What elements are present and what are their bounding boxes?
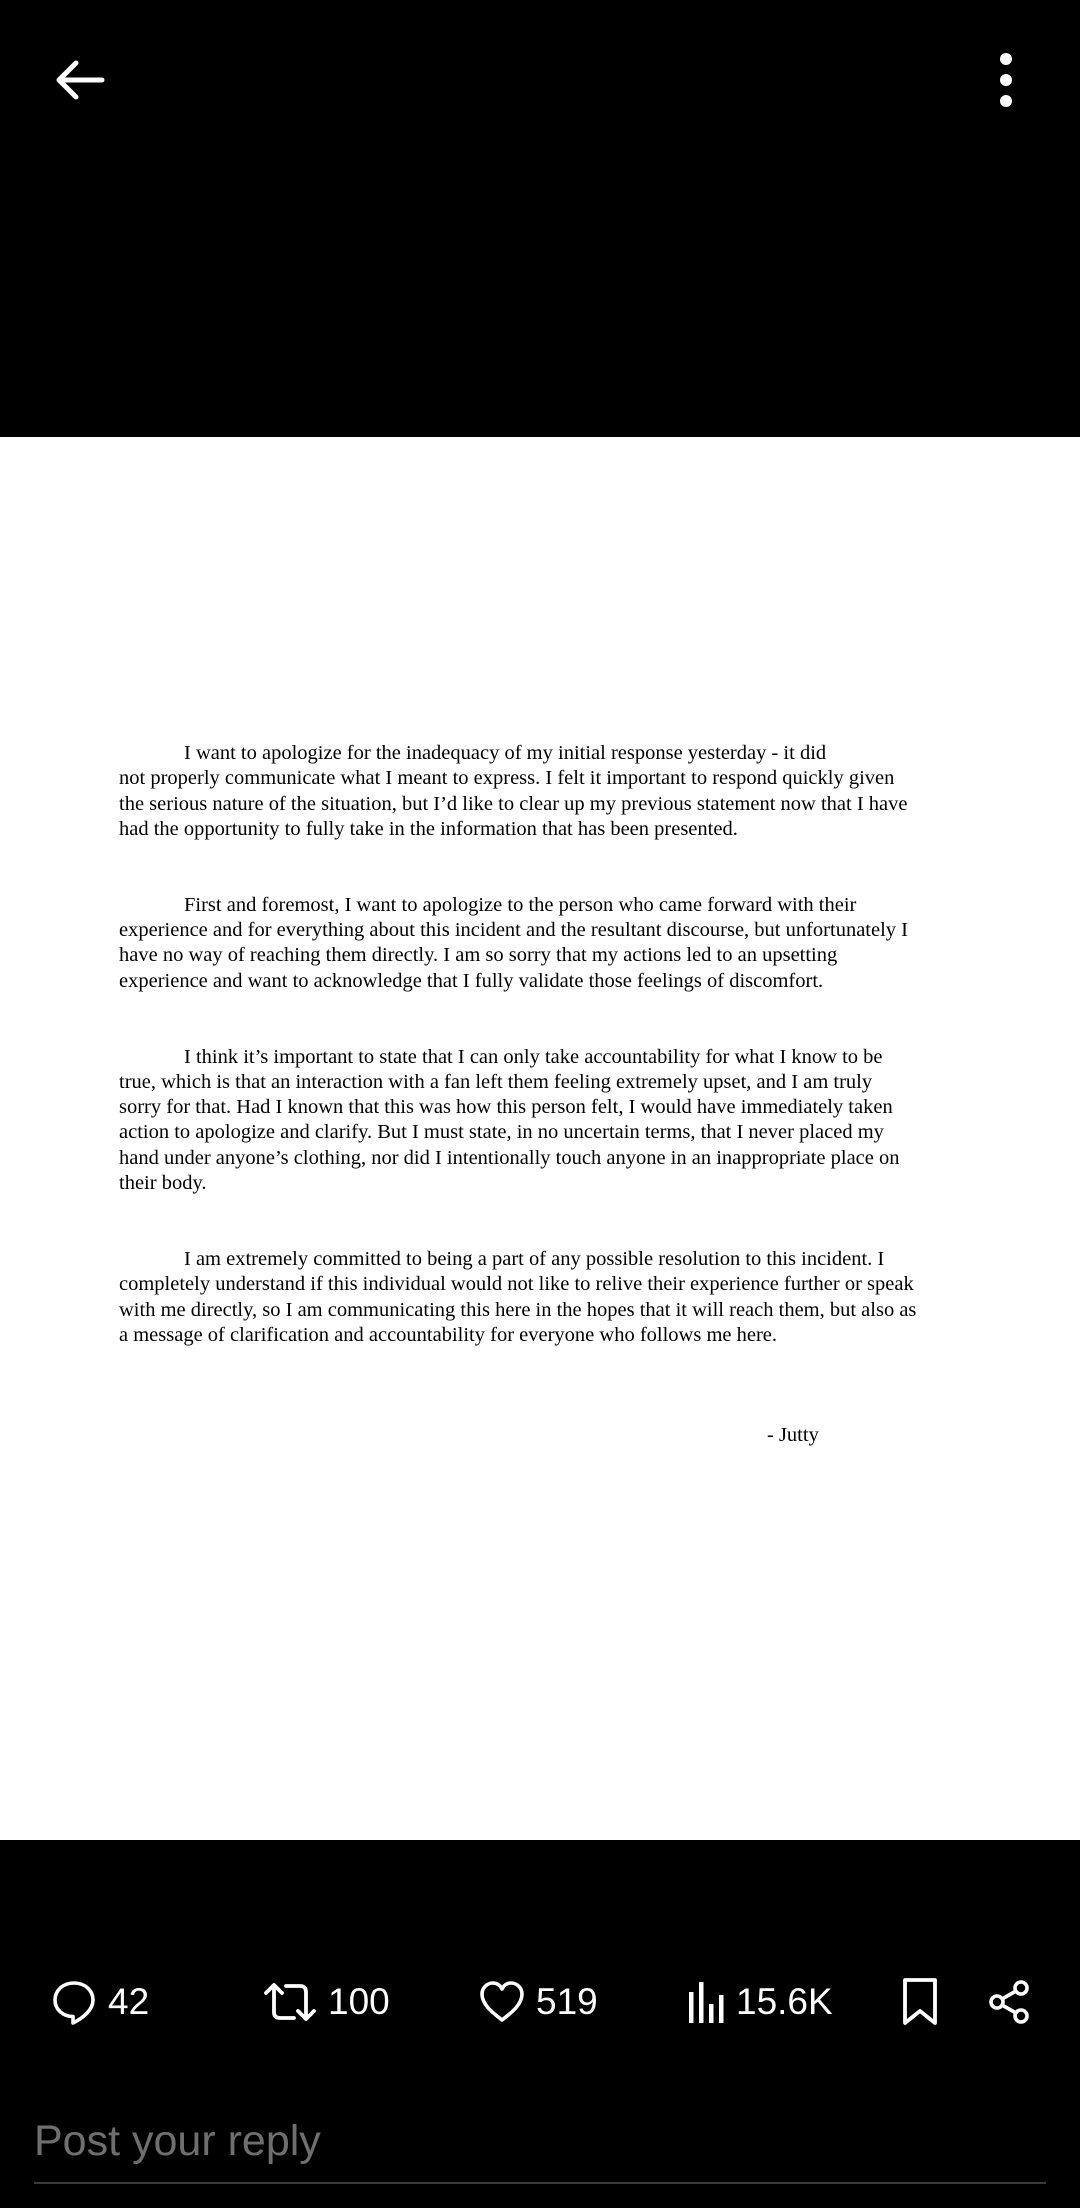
share-icon <box>985 1978 1033 2026</box>
repost-icon <box>262 1978 318 2026</box>
statement-paragraph <box>119 1247 964 1348</box>
repost-button[interactable] <box>262 1960 390 2044</box>
statement-line: have no way of reaching them directly. I am so sorry that my actions led to an upsetting <box>119 944 838 967</box>
reply-placeholder: Post your reply <box>34 2116 321 2165</box>
repost-count: 100 <box>328 1981 390 2022</box>
post-actions-bar <box>0 1960 1080 2044</box>
views-count: 15.6K <box>736 1981 833 2022</box>
bookmark-icon <box>896 1976 944 2028</box>
arrow-left-icon <box>52 52 108 108</box>
statement-line: not properly communicate what I meant to express. I felt it important to respond quickly given <box>119 767 895 790</box>
statement-line: I am extremely committed to being a part of any possible resolution to this incident. I <box>184 1247 885 1270</box>
views-icon <box>686 1978 726 2026</box>
reply-count: 42 <box>108 1981 150 2022</box>
statement-image[interactable] <box>0 437 1080 1840</box>
statement-line: First and foremost, I want to apologize to the person who came forward with their <box>184 893 857 916</box>
statement-line: with me directly, so I am communicating this here in the hopes that it will reach them, but also as <box>119 1298 917 1321</box>
statement-paragraph <box>119 1045 964 1197</box>
statement-line: sorry for that. Had I known that this was how this person felt, I would have immediately taken <box>119 1096 893 1119</box>
more-options-button[interactable] <box>966 40 1046 120</box>
share-button[interactable] <box>985 1960 1033 2044</box>
statement-paragraph <box>119 893 964 994</box>
statement-line: completely understand if this individual would not like to relive their experience further or speak <box>119 1273 914 1296</box>
statement-paragraph <box>119 741 964 842</box>
reply-button[interactable] <box>50 1960 149 2044</box>
statement-text <box>119 741 964 1399</box>
statement-line: their body. <box>119 1172 207 1195</box>
reply-icon <box>50 1978 98 2026</box>
statement-signature: - Jutty <box>767 1424 819 1446</box>
views-button[interactable] <box>686 1960 833 2044</box>
statement-line: experience and for everything about this incident and the resultant discourse, but unfortunately I <box>119 919 908 942</box>
statement-line: hand under anyone’s clothing, nor did I intentionally touch anyone in an inappropriate place on <box>119 1146 900 1169</box>
statement-line: the serious nature of the situation, but I’d like to clear up my previous statement now that I have <box>119 792 908 815</box>
like-count: 519 <box>536 1981 598 2022</box>
statement-line: had the opportunity to fully take in the information that has been presented. <box>119 817 738 840</box>
top-bar <box>0 0 1080 437</box>
bookmark-button[interactable] <box>896 1960 944 2044</box>
statement-line: true, which is that an interaction with a fan left them feeling extremely upset, and I am truly <box>119 1070 873 1093</box>
reply-input[interactable] <box>34 2100 1046 2184</box>
like-button[interactable] <box>478 1960 598 2044</box>
back-button[interactable] <box>40 40 120 120</box>
heart-icon <box>478 1978 526 2026</box>
statement-line: I think it’s important to state that I can only take accountability for what I know to be <box>184 1045 883 1068</box>
statement-line: a message of clarification and accountability for everyone who follows me here. <box>119 1323 778 1346</box>
statement-line: action to apologize and clarify. But I must state, in no uncertain terms, that I never placed my <box>119 1121 884 1144</box>
statement-line: experience and want to acknowledge that I fully validate those feelings of discomfort. <box>119 969 824 992</box>
more-vertical-icon <box>996 50 1016 110</box>
statement-line: I want to apologize for the inadequacy of my initial response yesterday - it did <box>184 742 827 764</box>
